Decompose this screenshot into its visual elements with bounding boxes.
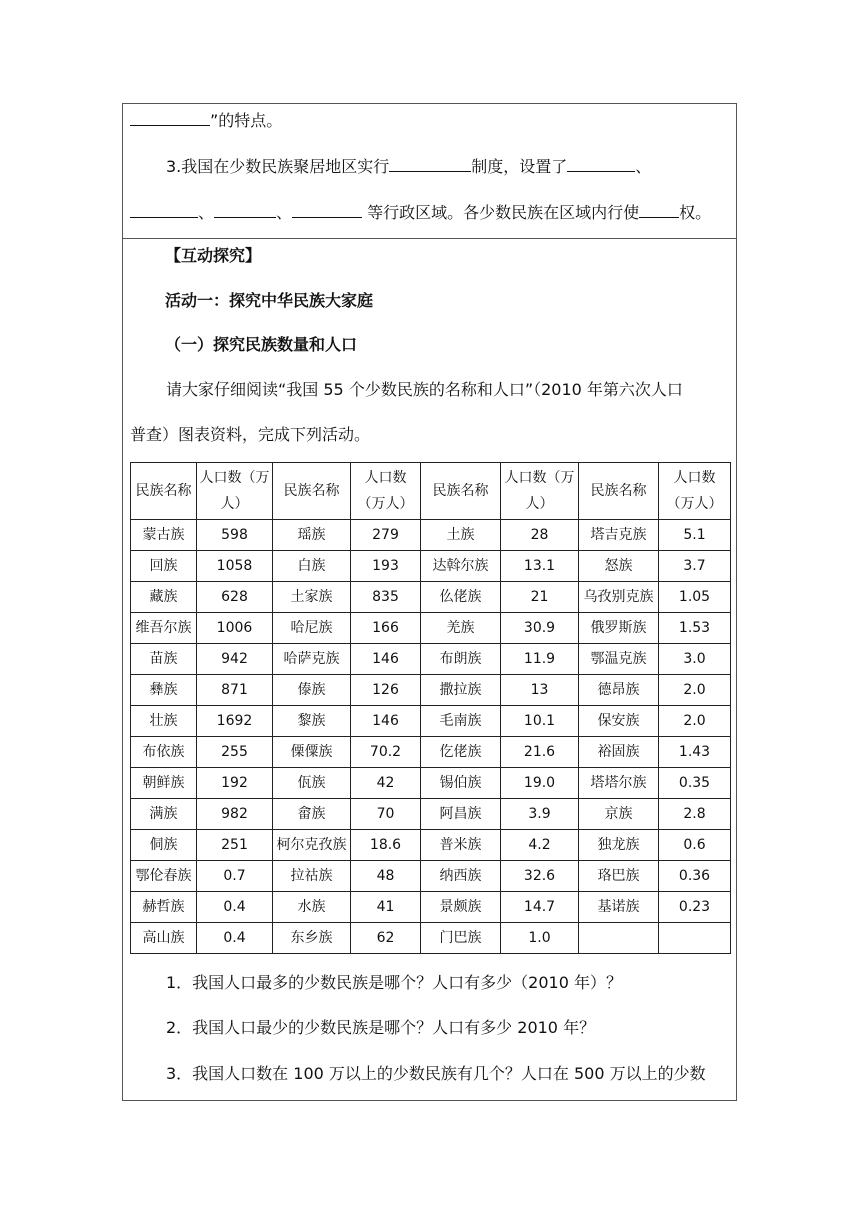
table-row: [131, 551, 731, 582]
ethnic-group-name-cell: 蒙古族: [131, 520, 197, 551]
table-row: [131, 613, 731, 644]
population-cell: 193: [351, 551, 421, 582]
ethnic-group-name-cell: 维吾尔族: [131, 613, 197, 644]
population-cell: 1692: [197, 706, 273, 737]
population-cell: 0.7: [197, 861, 273, 892]
ethnic-group-name-cell: 黎族: [273, 706, 351, 737]
answer-blank: [214, 202, 276, 218]
table-row: [131, 582, 731, 613]
table-row: [131, 923, 731, 954]
population-cell: 70: [351, 799, 421, 830]
ethnic-group-name-cell: 塔吉克族: [579, 520, 659, 551]
table-row: [131, 706, 731, 737]
ethnic-group-name-cell: 鄂温克族: [579, 644, 659, 675]
population-cell: 146: [351, 706, 421, 737]
ethnic-group-name-cell: 水族: [273, 892, 351, 923]
population-cell: 192: [197, 768, 273, 799]
population-cell: 3.9: [501, 799, 579, 830]
paragraph-line-2: 普查）图表资料，完成下列活动。: [130, 425, 371, 444]
population-cell: 2.0: [659, 706, 731, 737]
table-row: [131, 675, 731, 706]
question-3: 3．我国人口数在 100 万以上的少数民族有几个？人口在 500 万以上的少数: [166, 1064, 706, 1083]
ethnic-group-name-cell: 怒族: [579, 551, 659, 582]
population-cell: 166: [351, 613, 421, 644]
ethnic-group-name-cell: 俄罗斯族: [579, 613, 659, 644]
population-cell: 13: [501, 675, 579, 706]
population-cell: 30.9: [501, 613, 579, 644]
ethnic-group-name-cell: 乌孜别克族: [579, 582, 659, 613]
table-row: [131, 520, 731, 551]
ethnic-group-name-cell: 回族: [131, 551, 197, 582]
ethnic-group-name-cell: 满族: [131, 799, 197, 830]
section-heading: 【互动探究】: [165, 246, 262, 265]
population-cell: 1.0: [501, 923, 579, 954]
ethnic-group-name-cell: 门巴族: [421, 923, 501, 954]
ethnic-group-name-cell: 畲族: [273, 799, 351, 830]
population-cell: 0.23: [659, 892, 731, 923]
column-header: 人口数（万人）: [351, 463, 421, 520]
ethnic-group-name-cell: 普米族: [421, 830, 501, 861]
ethnic-group-name-cell: 土族: [421, 520, 501, 551]
population-cell: 0.6: [659, 830, 731, 861]
ethnic-group-name-cell: 藏族: [131, 582, 197, 613]
paragraph-line-1: 请大家仔细阅读“我国 55 个少数民族的名称和人口”（2010 年第六次人口: [166, 380, 683, 399]
population-cell: 982: [197, 799, 273, 830]
table-header-row: [131, 463, 731, 520]
population-cell: 18.6: [351, 830, 421, 861]
ethnic-group-name-cell: 羌族: [421, 613, 501, 644]
ethnic-group-name-cell: 阿昌族: [421, 799, 501, 830]
ethnic-group-name-cell: 毛南族: [421, 706, 501, 737]
ethnic-group-name-cell: 纳西族: [421, 861, 501, 892]
population-cell: 28: [501, 520, 579, 551]
table-row: [131, 768, 731, 799]
table-body: [131, 520, 731, 954]
population-cell: 32.6: [501, 861, 579, 892]
population-cell: 42: [351, 768, 421, 799]
population-cell: 1058: [197, 551, 273, 582]
population-cell: 835: [351, 582, 421, 613]
table-row: [131, 892, 731, 923]
ethnic-group-name-cell: 佤族: [273, 768, 351, 799]
ethnic-group-name-cell: 瑶族: [273, 520, 351, 551]
population-cell: 10.1: [501, 706, 579, 737]
section-divider: [122, 238, 737, 239]
ethnic-group-name-cell: 塔塔尔族: [579, 768, 659, 799]
population-cell: 21: [501, 582, 579, 613]
ethnic-group-name-cell: 布朗族: [421, 644, 501, 675]
population-cell: 1.53: [659, 613, 731, 644]
answer-blank: [292, 202, 362, 218]
population-cell: 279: [351, 520, 421, 551]
ethnic-group-name-cell: 仫佬族: [421, 582, 501, 613]
answer-blank: [639, 202, 679, 218]
ethnic-group-name-cell: 苗族: [131, 644, 197, 675]
population-cell: 48: [351, 861, 421, 892]
population-cell: 1.43: [659, 737, 731, 768]
answer-blank: [130, 110, 210, 126]
ethnic-group-name-cell: 保安族: [579, 706, 659, 737]
column-header: 民族名称: [421, 463, 501, 520]
population-cell: 255: [197, 737, 273, 768]
table-row: [131, 861, 731, 892]
ethnic-group-name-cell: 珞巴族: [579, 861, 659, 892]
population-cell: 0.4: [197, 923, 273, 954]
ethnic-group-name-cell: 朝鲜族: [131, 768, 197, 799]
answer-blank: [389, 156, 471, 172]
ethnic-group-name-cell: 傈僳族: [273, 737, 351, 768]
ethnic-group-name-cell: [579, 923, 659, 954]
population-cell: 3.0: [659, 644, 731, 675]
column-header: 民族名称: [579, 463, 659, 520]
ethnic-group-name-cell: 拉祜族: [273, 861, 351, 892]
ethnic-group-name-cell: 基诺族: [579, 892, 659, 923]
table-row: [131, 737, 731, 768]
column-header: 人口数（万人）: [501, 463, 579, 520]
ethnic-group-name-cell: 赫哲族: [131, 892, 197, 923]
population-cell: 11.9: [501, 644, 579, 675]
ethnic-group-name-cell: 哈尼族: [273, 613, 351, 644]
subsection-title: （一）探究民族数量和人口: [165, 335, 358, 354]
column-header: 人口数（万人）: [197, 463, 273, 520]
answer-blank: [567, 156, 635, 172]
population-cell: 0.4: [197, 892, 273, 923]
ethnic-group-name-cell: 高山族: [131, 923, 197, 954]
population-cell: 3.7: [659, 551, 731, 582]
population-cell: 146: [351, 644, 421, 675]
ethnic-group-name-cell: 哈萨克族: [273, 644, 351, 675]
population-cell: 13.1: [501, 551, 579, 582]
ethnic-group-name-cell: 壮族: [131, 706, 197, 737]
population-cell: 0.35: [659, 768, 731, 799]
population-cell: 598: [197, 520, 273, 551]
intro-line-1: ”的特点。: [130, 110, 282, 132]
population-cell: 0.36: [659, 861, 731, 892]
ethnic-group-name-cell: 京族: [579, 799, 659, 830]
answer-blank: [130, 202, 198, 218]
population-cell: 5.1: [659, 520, 731, 551]
ethnic-group-name-cell: 东乡族: [273, 923, 351, 954]
table-row: [131, 830, 731, 861]
question-1: 1．我国人口最多的少数民族是哪个？人口有多少（2010 年）？: [166, 973, 622, 992]
population-cell: 41: [351, 892, 421, 923]
intro-line-3: 、 、 等行政区域。各少数民族在区域内行使 权。: [130, 202, 711, 224]
ethnic-group-name-cell: 景颇族: [421, 892, 501, 923]
ethnic-group-name-cell: 裕固族: [579, 737, 659, 768]
population-cell: 1.05: [659, 582, 731, 613]
population-cell: 21.6: [501, 737, 579, 768]
population-table: [130, 462, 731, 954]
intro-line-2: 3.我国在少数民族聚居地区实行 制度，设置了 、: [166, 157, 652, 176]
ethnic-group-name-cell: 白族: [273, 551, 351, 582]
table-row: [131, 799, 731, 830]
population-cell: 1006: [197, 613, 273, 644]
ethnic-group-name-cell: 独龙族: [579, 830, 659, 861]
ethnic-group-name-cell: 鄂伦春族: [131, 861, 197, 892]
ethnic-group-name-cell: 撒拉族: [421, 675, 501, 706]
table-row: [131, 644, 731, 675]
ethnic-group-name-cell: 达斡尔族: [421, 551, 501, 582]
population-cell: 251: [197, 830, 273, 861]
ethnic-group-name-cell: 柯尔克孜族: [273, 830, 351, 861]
population-cell: 2.8: [659, 799, 731, 830]
population-cell: 19.0: [501, 768, 579, 799]
population-cell: 62: [351, 923, 421, 954]
population-cell: [659, 923, 731, 954]
population-cell: 4.2: [501, 830, 579, 861]
ethnic-group-name-cell: 彝族: [131, 675, 197, 706]
ethnic-group-name-cell: 仡佬族: [421, 737, 501, 768]
column-header: 民族名称: [131, 463, 197, 520]
population-cell: 942: [197, 644, 273, 675]
column-header: 民族名称: [273, 463, 351, 520]
population-cell: 126: [351, 675, 421, 706]
population-cell: 871: [197, 675, 273, 706]
population-cell: 628: [197, 582, 273, 613]
ethnic-group-name-cell: 傣族: [273, 675, 351, 706]
ethnic-group-name-cell: 侗族: [131, 830, 197, 861]
question-2: 2．我国人口最少的少数民族是哪个？人口有多少 2010 年？: [166, 1018, 596, 1037]
ethnic-group-name-cell: 德昂族: [579, 675, 659, 706]
ethnic-group-name-cell: 布依族: [131, 737, 197, 768]
population-cell: 70.2: [351, 737, 421, 768]
population-cell: 2.0: [659, 675, 731, 706]
ethnic-group-name-cell: 锡伯族: [421, 768, 501, 799]
column-header: 人口数（万人）: [659, 463, 731, 520]
population-cell: 14.7: [501, 892, 579, 923]
activity-title: 活动一：探究中华民族大家庭: [165, 291, 374, 310]
ethnic-group-name-cell: 土家族: [273, 582, 351, 613]
